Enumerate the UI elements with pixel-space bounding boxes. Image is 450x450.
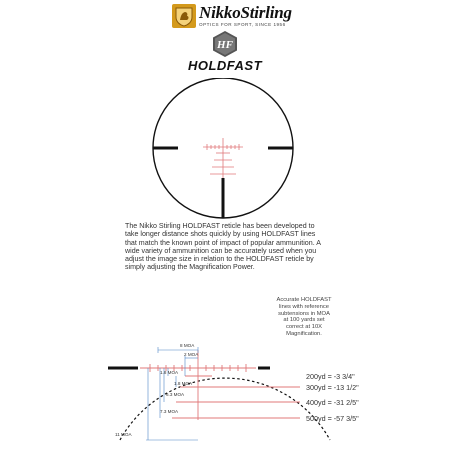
reticle-description: The Nikko Stirling HOLDFAST reticle has been developed to take longer distance shots quickly by using HOLDFAST lines that match the known point of impact of popular ammunition. A wide variety of ammunition can be accurately used when you adjust the image size in relation to the HOLDFAST reticle by simply adjusting the Magnification Power. bbox=[125, 222, 321, 272]
moa-label: 8 MOA bbox=[180, 343, 195, 348]
brand-name: NikkoStirling bbox=[199, 3, 292, 22]
holdfast-range-label-500: 500yd = -57 3/5" bbox=[306, 414, 359, 423]
badge-text: HF bbox=[217, 39, 233, 51]
callout-line: Magnification. bbox=[286, 330, 322, 337]
holdfast-range-label-400: 400yd = -31 2/5" bbox=[306, 398, 359, 407]
moa-label: 7.3 MOA bbox=[160, 409, 179, 414]
holdfast-range-label-200: 200yd = -3 3/4" bbox=[306, 372, 355, 381]
reticle-detail bbox=[100, 290, 350, 450]
moa-label: 1.8 MOA bbox=[160, 370, 179, 375]
holdfast-crosshair-mini bbox=[203, 138, 243, 178]
holdfast-range-label-300: 300yd = -13 1/2" bbox=[306, 383, 359, 392]
moa-label: 11 MOA bbox=[115, 432, 132, 437]
reticle-overview bbox=[148, 78, 298, 228]
moa-label: 2 MOA bbox=[184, 352, 199, 357]
callout-line: Accurate HOLDFAST bbox=[276, 297, 332, 303]
callout-line: at 100 yards set bbox=[283, 317, 325, 324]
moa-label: 1.8 MOA bbox=[174, 381, 193, 386]
moa-label: 6.3 MOA bbox=[166, 392, 185, 397]
callout-line: correct at 10X bbox=[285, 324, 323, 331]
product-wordmark: HOLDFAST bbox=[187, 58, 263, 73]
callout-line: lines with reference bbox=[279, 303, 329, 310]
brand-tagline: OPTICS FOR SPORT, SINCE 1956 bbox=[199, 22, 286, 27]
callout-line: subtensions in MOA bbox=[278, 310, 330, 317]
gold-shield-lion-icon bbox=[172, 4, 196, 28]
brand-header bbox=[0, 2, 450, 28]
hf-hexagon-badge-icon bbox=[211, 30, 239, 58]
